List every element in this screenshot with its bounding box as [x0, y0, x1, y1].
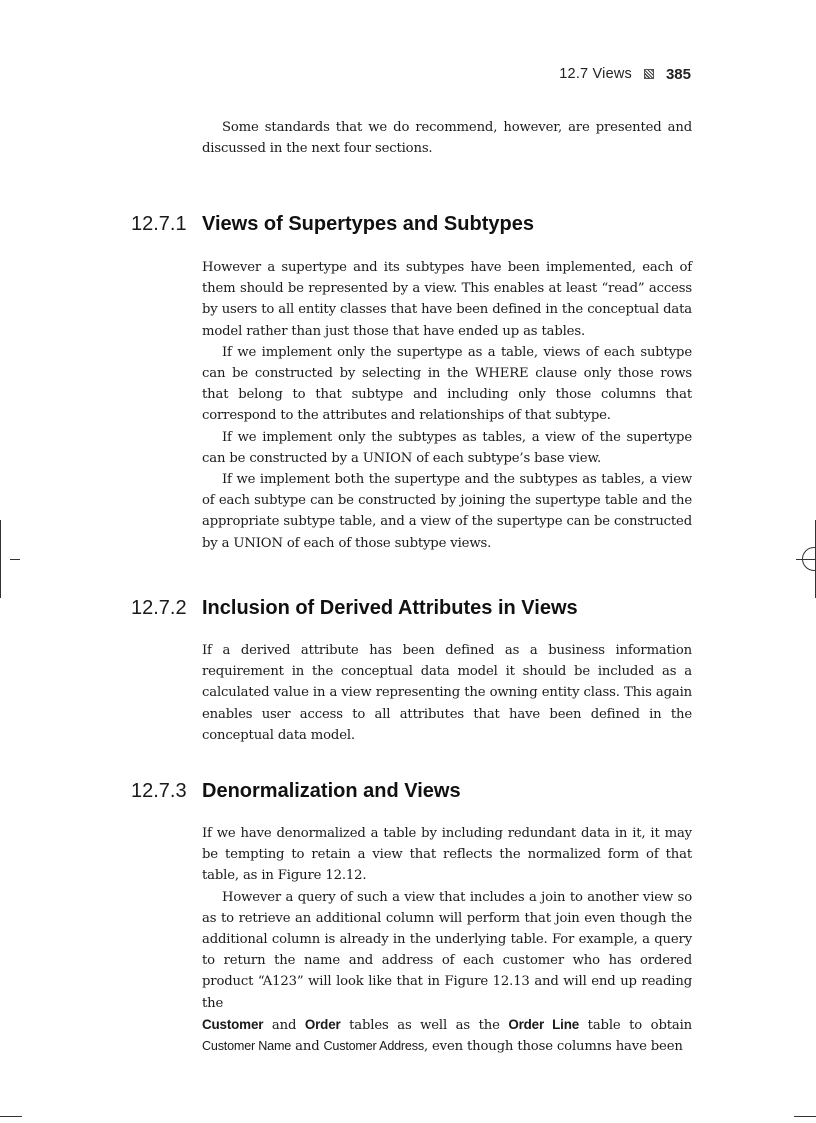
paragraph: If a derived attribute has been defined as a business information requirement in the conceptual data model it should be included as a calculated value in a view representing the owning entity class. This again enables user access to all attributes that have been defined in the conceptual data model.	[202, 643, 692, 743]
intro-paragraph: Some standards that we do recommend, however, are presented and discussed in the next four sections.	[202, 120, 692, 157]
crop-mark-bottom-right	[794, 1116, 816, 1117]
section-heading-12-7-3	[0, 780, 816, 810]
page-number: 385	[665, 65, 691, 83]
crop-mark-bottom-left	[0, 1116, 22, 1117]
text-run: and	[263, 1017, 305, 1033]
registration-circle-icon	[802, 547, 816, 571]
entity-name: Order	[304, 1016, 341, 1032]
section-body-12-7-1	[202, 257, 692, 554]
paragraph: If we implement only the subtypes as tables, a view of the supertype can be constructed by a UNION of each subtype’s base view.	[202, 429, 692, 466]
entity-name: Order Line	[508, 1016, 580, 1032]
section-heading-12-7-2	[0, 597, 816, 627]
running-head-square-icon	[644, 69, 654, 79]
section-title: Denormalization and Views	[202, 780, 461, 802]
paragraph: If we implement only the supertype as a table, views of each subtype can be constructed by selecting in the WHERE clause only those rows that belong to that subtype and including only those columns that correspond to the attributes and relationships of that subtype.	[202, 344, 692, 424]
text-run: tables as well as the	[340, 1017, 509, 1033]
running-head-section: 12.7 Views	[559, 66, 632, 82]
attribute-name: Customer Address	[323, 1039, 424, 1054]
intro-block	[202, 117, 692, 159]
section-body-12-7-2	[202, 640, 692, 746]
section-number: 12.7.1	[131, 213, 187, 235]
crop-mark-left-horizontal	[10, 559, 20, 560]
final-line	[202, 1014, 692, 1057]
paragraph: If we implement both the supertype and the subtypes as tables, a view of each subtype can be constructed by joining the supertype table and the appropriate subtype table, and a view of the supertype can be constructed by a UNION of each of those subtype views.	[202, 472, 692, 551]
section-title: Inclusion of Derived Attributes in Views	[202, 597, 578, 619]
section-number: 12.7.2	[131, 597, 187, 619]
section-number: 12.7.3	[131, 780, 187, 802]
section-heading-12-7-1	[0, 213, 816, 243]
paragraph: However a query of such a view that includes a join to another view so as to retrieve an additional column will perform that join even though the additional column is already in the underlying table. For example, a query to return the name and address of each customer who has ordered product “A123” will look like that in Figure 12.13 and will end up reading the	[202, 889, 692, 1011]
section-body-12-7-3	[202, 823, 692, 1057]
text-run: , even though those columns have been	[423, 1039, 683, 1055]
paragraph: If we have denormalized a table by including redundant data in it, it may be tempting to retain a view that reflects the normalized form of that table, as in Figure 12.12.	[202, 826, 692, 884]
entity-name: Customer	[202, 1016, 264, 1032]
running-head	[559, 64, 691, 84]
paragraph: However a supertype and its subtypes have been implemented, each of them should be represented by a view. This enables at least “read” access by users to all entity classes that have been defined in the conceptual data model rather than just those that have ended up as tables.	[202, 260, 692, 339]
text-run: table to obtain	[579, 1017, 693, 1033]
section-title: Views of Supertypes and Subtypes	[202, 213, 534, 235]
attribute-name: Customer Name	[202, 1039, 292, 1054]
text-run: and	[291, 1039, 324, 1055]
crop-mark-left-vertical	[0, 520, 1, 598]
